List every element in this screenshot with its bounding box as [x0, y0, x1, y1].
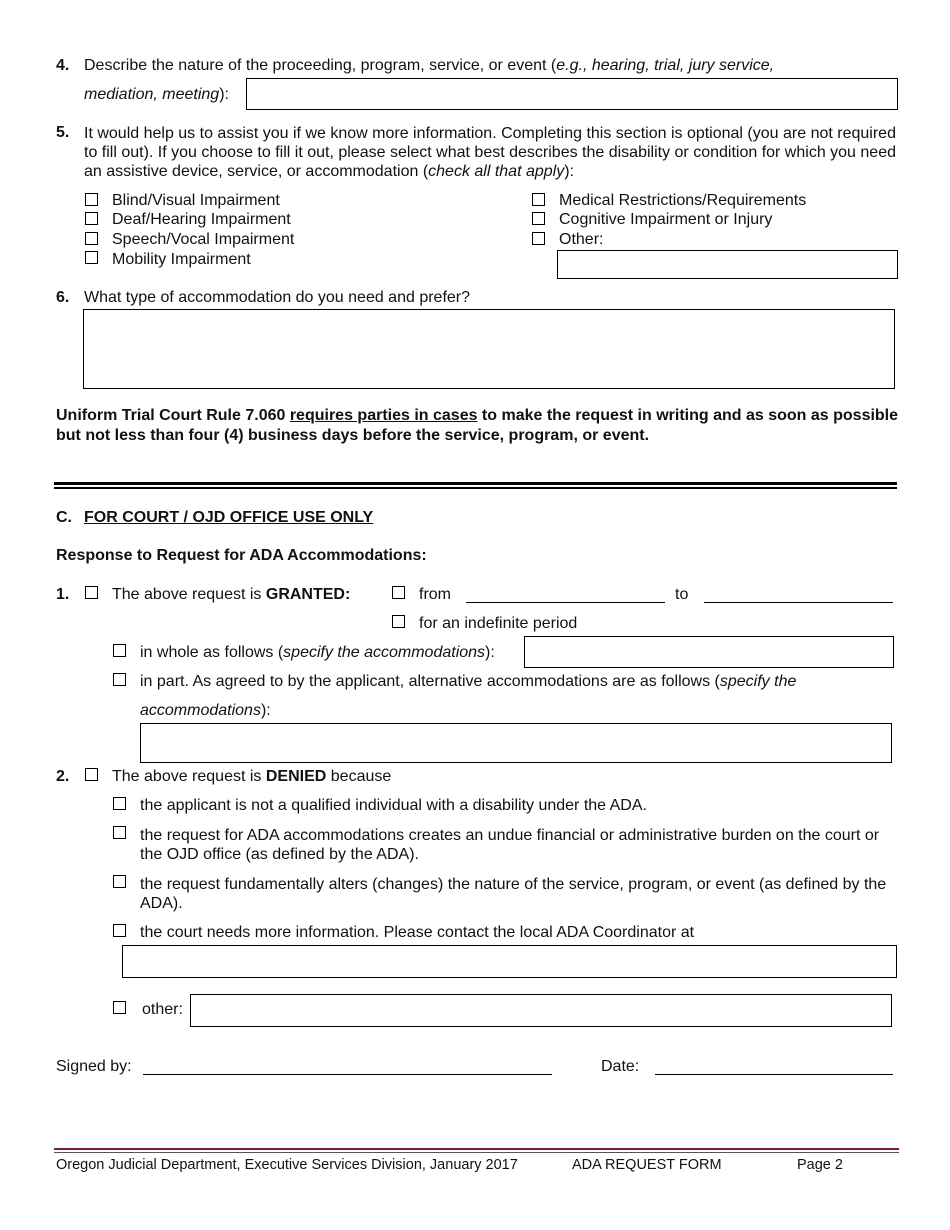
- q5-checkbox-blind[interactable]: [85, 193, 98, 206]
- q5-checkbox-speech[interactable]: [85, 232, 98, 245]
- q5-checkbox-deaf[interactable]: [85, 212, 98, 225]
- footer-form-name: ADA REQUEST FORM: [572, 1157, 722, 1173]
- q5-checkbox-other[interactable]: [532, 232, 545, 245]
- c2-reason-4: the court needs more information. Please contact the local ADA Coordinator at: [140, 924, 695, 941]
- c2-coordinator-field[interactable]: [122, 945, 897, 978]
- q5-checkbox-medical[interactable]: [532, 193, 545, 206]
- c2-number: 2.: [56, 768, 70, 785]
- c2-reason-checkbox-2[interactable]: [113, 826, 126, 839]
- c1-indefinite-label: for an indefinite period: [419, 615, 578, 632]
- footer-rule-top: [54, 1148, 899, 1150]
- signature-line[interactable]: [143, 1074, 552, 1075]
- q6-accommodation-field[interactable]: [83, 309, 895, 389]
- c1-part-field[interactable]: [140, 723, 892, 763]
- q4-number: 4.: [56, 57, 70, 74]
- q5-option-mobility: Mobility Impairment: [112, 251, 251, 268]
- q4-text: Describe the nature of the proceeding, program, service, or event (e.g., hearing, trial, jury service,: [84, 57, 775, 74]
- c2-other-field[interactable]: [190, 994, 892, 1027]
- c1-whole-field[interactable]: [524, 636, 894, 668]
- q5-option-other: Other:: [559, 231, 604, 248]
- q5-text: It would help us to assist you if we know more information. Completing this section is optional (you are not required to fill out). If you choose to fill it out, please select what best describes the disability or condition for which you need an assistive device, service, or accommodation (check all that apply):: [84, 125, 896, 180]
- q5-option-deaf: Deaf/Hearing Impairment: [112, 211, 291, 228]
- c2-reason-3: the request fundamentally alters (changes) the nature of the service, program, or event (as defined by the ADA).: [140, 876, 887, 912]
- q5-checkbox-cognitive[interactable]: [532, 212, 545, 225]
- q4-text-line2: mediation, meeting):: [84, 86, 229, 103]
- c1-to-date-line[interactable]: [704, 602, 893, 603]
- c1-indefinite-checkbox[interactable]: [392, 615, 405, 628]
- q5-checkbox-mobility[interactable]: [85, 251, 98, 264]
- c2-reason-checkbox-1[interactable]: [113, 797, 126, 810]
- c1-to-label: to: [675, 586, 689, 603]
- section-c-title: FOR COURT / OJD OFFICE USE ONLY: [84, 509, 374, 526]
- rule-notice: Uniform Trial Court Rule 7.060 requires parties in cases to make the request in writing and as soon as possible but not less than four (4) business days before the service, program, or event.: [56, 407, 899, 444]
- c1-part-checkbox[interactable]: [113, 673, 126, 686]
- c2-reason-2: the request for ADA accommodations creates an undue financial or administrative burden on the court or the OJD office (as defined by the ADA).: [140, 827, 880, 863]
- q4-proceeding-field[interactable]: [246, 78, 898, 110]
- c2-reason-checkbox-4[interactable]: [113, 924, 126, 937]
- q5-other-field[interactable]: [557, 250, 898, 279]
- q5-option-medical: Medical Restrictions/Requirements: [559, 192, 807, 209]
- c1-granted-text: The above request is GRANTED:: [112, 586, 351, 603]
- c1-whole-label: in whole as follows (specify the accommodations):: [140, 644, 495, 661]
- c2-other-checkbox[interactable]: [113, 1001, 126, 1014]
- c1-number: 1.: [56, 586, 70, 603]
- c2-denied-text: The above request is DENIED because: [112, 768, 392, 785]
- c2-reason-checkbox-3[interactable]: [113, 875, 126, 888]
- section-c-subtitle: Response to Request for ADA Accommodations:: [56, 547, 427, 564]
- footer-rule-bottom: [54, 1152, 899, 1153]
- q5-option-speech: Speech/Vocal Impairment: [112, 231, 295, 248]
- signed-by-label: Signed by:: [56, 1058, 132, 1075]
- c1-from-checkbox[interactable]: [392, 586, 405, 599]
- c1-part-label: in part. As agreed to by the applicant, alternative accommodations are as follows (specify the: [140, 673, 797, 690]
- q5-option-blind: Blind/Visual Impairment: [112, 192, 280, 209]
- date-label: Date:: [601, 1058, 640, 1075]
- c2-other-label: other:: [142, 1001, 183, 1018]
- footer-org: Oregon Judicial Department, Executive Services Division, January 2017: [56, 1157, 518, 1173]
- q5-option-cognitive: Cognitive Impairment or Injury: [559, 211, 773, 228]
- c1-from-label: from: [419, 586, 451, 603]
- c2-denied-checkbox[interactable]: [85, 768, 98, 781]
- section-divider-thin: [54, 487, 897, 489]
- c1-whole-checkbox[interactable]: [113, 644, 126, 657]
- q6-text: What type of accommodation do you need and prefer?: [84, 289, 471, 306]
- c1-from-date-line[interactable]: [466, 602, 665, 603]
- c2-reason-1: the applicant is not a qualified individual with a disability under the ADA.: [140, 797, 647, 814]
- date-line[interactable]: [655, 1074, 893, 1075]
- footer-page-number: Page 2: [797, 1157, 843, 1173]
- q5-number: 5.: [56, 124, 70, 141]
- c1-part-label-line2: accommodations):: [140, 702, 271, 719]
- section-c-letter: C.: [56, 509, 72, 526]
- c1-granted-checkbox[interactable]: [85, 586, 98, 599]
- section-divider-thick: [54, 482, 897, 485]
- q6-number: 6.: [56, 289, 70, 306]
